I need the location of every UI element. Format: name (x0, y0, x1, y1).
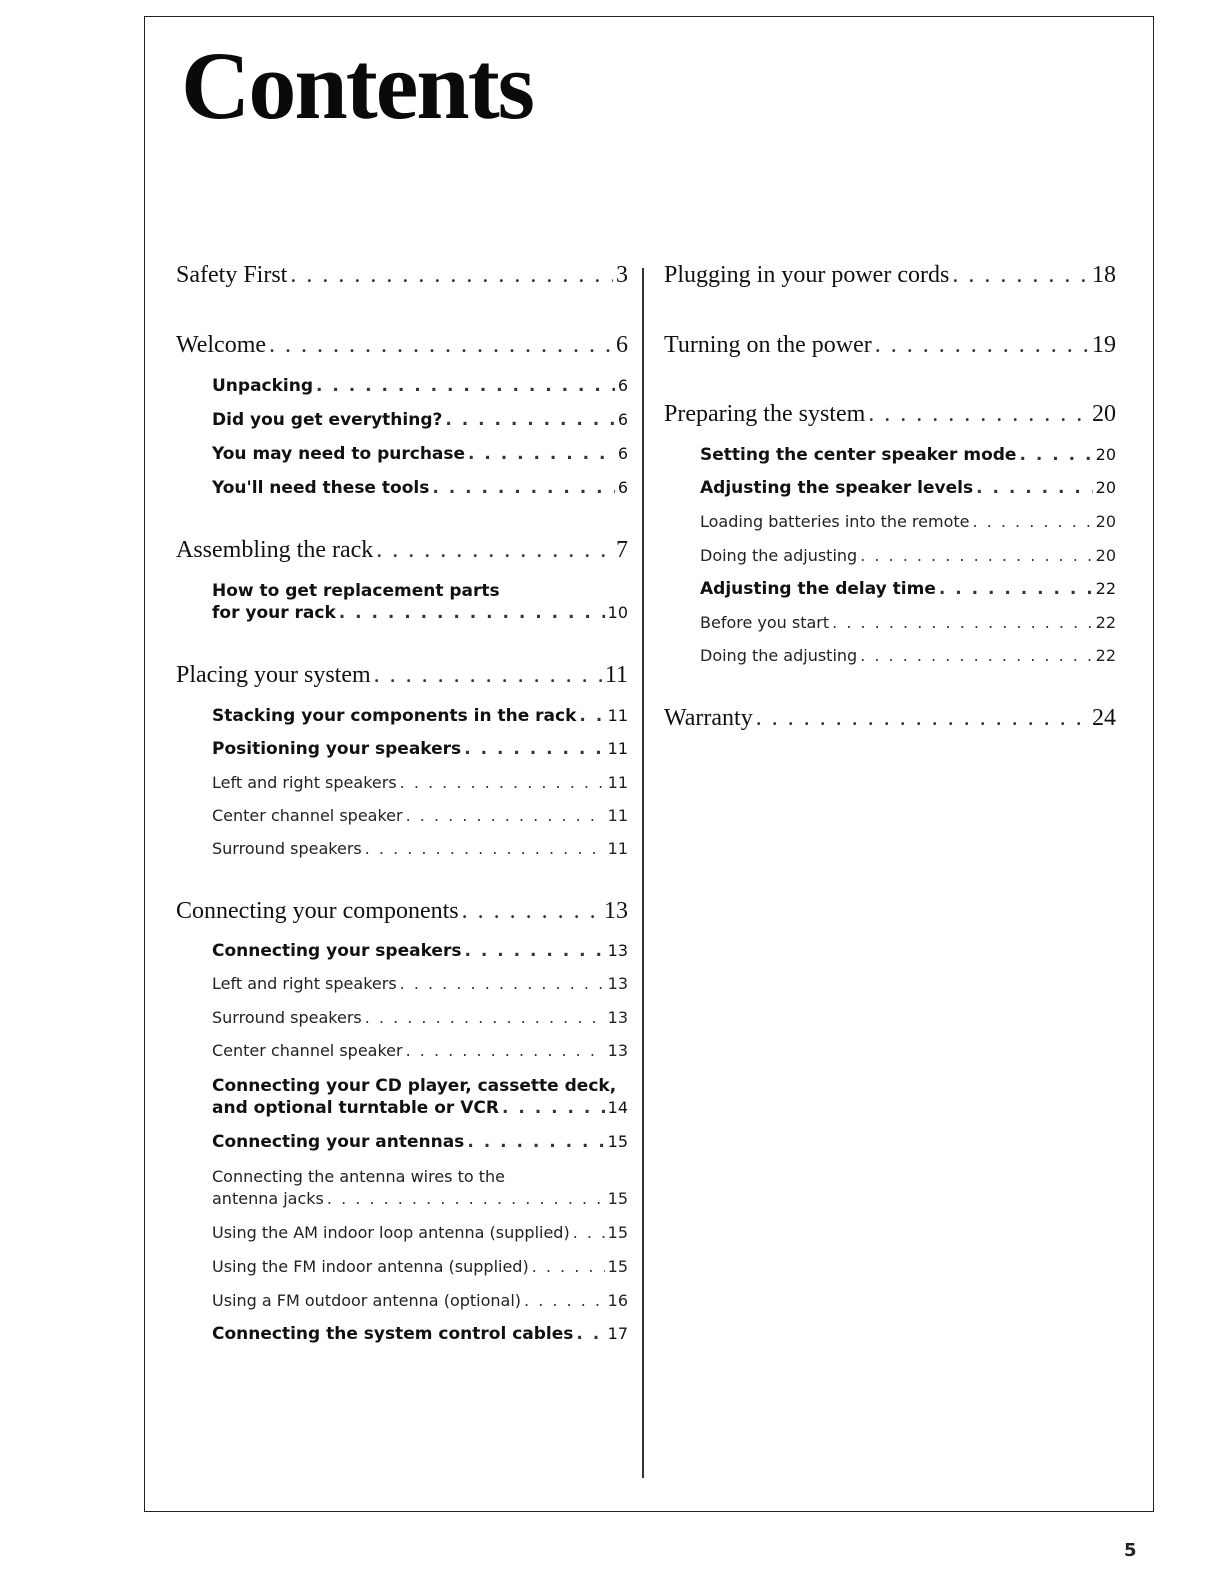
toc-entry-before-you-start[interactable]: Before you start . . . 22 (664, 613, 1116, 632)
toc-entry-plugging-power-cords[interactable]: Plugging in your power cords . . . 18 (664, 262, 1116, 289)
toc-entry-warranty[interactable]: Warranty . . . 24 (664, 705, 1116, 732)
toc-entry-placing-system[interactable]: Placing your system . . . 11 (176, 662, 628, 689)
toc-entry-stacking-components[interactable]: Stacking your components in the rack . . . 11 (176, 706, 628, 726)
toc-entry-control-cables[interactable]: Connecting the system control cables . . . 17 (176, 1324, 628, 1344)
toc-entry-doing-adjusting[interactable]: Doing the adjusting . . . 20 (664, 546, 1116, 565)
page-number: 5 (1124, 1540, 1137, 1561)
toc-entry-center-speaker-mode[interactable]: Setting the center speaker mode . . . 20 (664, 445, 1116, 465)
toc-entry-connecting-antennas[interactable]: Connecting your antennas . . . 15 (176, 1132, 628, 1152)
toc-entry-safety-first[interactable]: Safety First . . . 3 (176, 262, 628, 289)
toc-entry-am-loop-antenna[interactable]: Using the AM indoor loop antenna (supplied) . . . 15 (176, 1223, 628, 1242)
toc-entry-preparing-system[interactable]: Preparing the system . . . 20 (664, 401, 1116, 428)
column-divider (642, 268, 644, 1478)
toc-entry-tools[interactable]: You'll need these tools . . . 6 (176, 478, 628, 498)
toc-entry-left-right-speakers[interactable]: Left and right speakers . . . 11 (176, 773, 628, 792)
toc-entry-connecting-cd-player[interactable]: Connecting your CD player, cassette deck, and optional turntable or VCR . . . 14 (176, 1074, 628, 1118)
toc-entry-connecting-speakers[interactable]: Connecting your speakers . . . 13 (176, 941, 628, 961)
toc-entry-replacement-parts[interactable]: How to get replacement parts for your rack . . . 10 (176, 579, 628, 623)
toc-entry-center-channel-speaker[interactable]: Center channel speaker . . . 11 (176, 806, 628, 825)
toc-entry-doing-adjusting-2[interactable]: Doing the adjusting . . . 22 (664, 646, 1116, 665)
toc-entry-left-right-speakers-2[interactable]: Left and right speakers . . . 13 (176, 974, 628, 993)
toc-entry-antenna-wires[interactable]: Connecting the antenna wires to the antenna jacks . . . 15 (176, 1165, 628, 1208)
page-title: Contents (181, 32, 534, 139)
toc-entry-surround-speakers[interactable]: Surround speakers . . . 11 (176, 839, 628, 858)
toc-entry-did-you-get-everything[interactable]: Did you get everything? . . . 6 (176, 410, 628, 430)
page-frame (144, 16, 1154, 1512)
toc-entry-positioning-speakers[interactable]: Positioning your speakers . . . 11 (176, 739, 628, 759)
toc-entry-fm-outdoor-antenna[interactable]: Using a FM outdoor antenna (optional) . . . 16 (176, 1291, 628, 1310)
toc-entry-delay-time[interactable]: Adjusting the delay time . . . 22 (664, 579, 1116, 599)
toc-entry-welcome[interactable]: Welcome . . . 6 (176, 332, 628, 359)
toc-entry-fm-indoor-antenna[interactable]: Using the FM indoor antenna (supplied) . . . 15 (176, 1257, 628, 1276)
toc-entry-connecting-components[interactable]: Connecting your components . . . 13 (176, 898, 628, 925)
toc-entry-turning-on-power[interactable]: Turning on the power . . . 19 (664, 332, 1116, 359)
toc-entry-speaker-levels[interactable]: Adjusting the speaker levels . . . 20 (664, 478, 1116, 498)
toc-entry-loading-batteries[interactable]: Loading batteries into the remote . . . 20 (664, 512, 1116, 531)
toc-entry-unpacking[interactable]: Unpacking . . . 6 (176, 376, 628, 396)
toc-entry-center-channel-speaker-2[interactable]: Center channel speaker . . . 13 (176, 1041, 628, 1060)
toc-entry-assembling-rack[interactable]: Assembling the rack . . . 7 (176, 537, 628, 564)
toc-entry-surround-speakers-2[interactable]: Surround speakers . . . 13 (176, 1008, 628, 1027)
toc-entry-may-need-to-purchase[interactable]: You may need to purchase . . . 6 (176, 444, 628, 464)
